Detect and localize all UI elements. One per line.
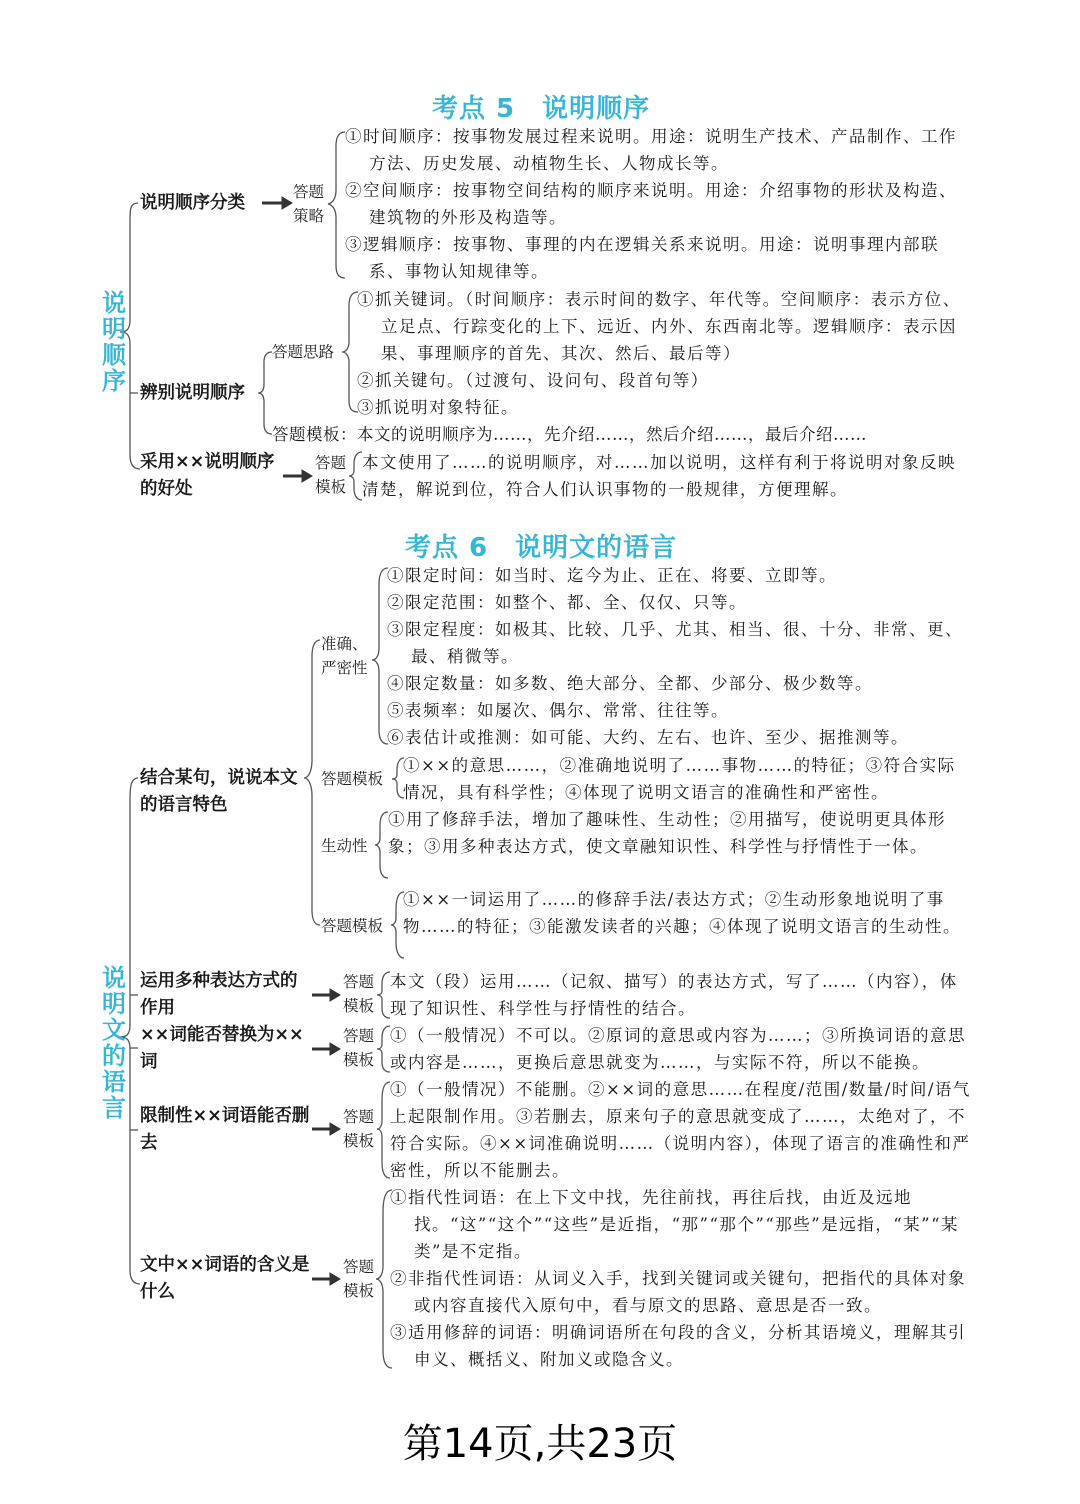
s6-b1-tag-vivid: 生动性 (321, 837, 368, 855)
s6-precise-item-3: ③限定程度：如极其、比较、几乎、尤其、相当、很、十分、非常、更、最、稍微等。 (387, 620, 963, 666)
s6-b2-text: 本文（段）运用……（记叙、描写）的表达方式，写了……（内容），体现了知识性、科学性与抒情性的结合。 (390, 972, 958, 1018)
s6-b1-tag-template1: 答题模板 (321, 770, 384, 788)
s5-b3-text: 本文使用了……的说明顺序，对……加以说明，这样有利于将说明对象反映清楚，解说到位，符合人们认识事物的一般规律，方便理解。 (362, 453, 956, 499)
s5-b1-item-3: ③逻辑顺序：按事物、事理的内在逻辑关系来说明。用途：说明事理内部联系、事物认知规律等。 (345, 235, 939, 281)
s6-b1-template1: ①××的意思……，②准确地说明了……事物……的特征；③符合实际情况，具有科学性；④体现了说明文语言的准确性和严密性。 (403, 756, 956, 802)
s5-branch-benefit: 采用××说明顺序的好处 (140, 452, 275, 499)
s6-b4-text: ①（一般情况）不能删。②××词的意思……在程度/范围/数量/时间/语气上起限制作用。③若删去，原来句子的意思就变成了……，太绝对了，不符合实际。④××词准确说明……（说明内容），体现了语言的准确性和严密性，所以不能删去。 (390, 1080, 971, 1180)
s5-b1-item-1: ①时间顺序：按事物发展过程来说明。用途：说明生产技术、产品制作、工作方法、历史发展、动植物生长、人物成长等。 (345, 127, 957, 173)
s6-precise-item-1: ①限定时间：如当时、迄今为止、正在、将要、立即等。 (387, 566, 837, 585)
s5-b2-item-3: ③抓说明对象特征。 (357, 398, 519, 417)
s6-branch-language: 结合某句，说说本文的语言特色 (140, 768, 298, 815)
s6-b5-tag: 答题模板 (343, 1258, 375, 1300)
s6-b5-item-3: ③适用修辞的词语：明确词语所在句段的含义，分析其语境义，理解其引申义、概括义、附加义或隐含义。 (390, 1323, 966, 1369)
s6-b5-item-2: ②非指代性词语：从词义入手，找到关键词或关键句，把指代的具体对象或内容直接代入原句中，看与原文的思路、意思是否一致。 (390, 1269, 966, 1315)
s5-b1-item-2: ②空间顺序：按事物空间结构的顺序来说明。用途：介绍事物的形状及构造、建筑物的外形及构造等。 (345, 181, 957, 227)
s5-branch-classify: 说明顺序分类 (140, 193, 245, 213)
s5-b2-item-2: ②抓关键句。（过渡句、设问句、段首句等） (357, 371, 709, 390)
section6-title: 考点 6 说明文的语言 (405, 533, 678, 563)
s6-branch-delete: 限制性××词语能否删去 (140, 1106, 310, 1153)
s6-branch-replace: ××词能否替换为××词 (140, 1025, 304, 1072)
s5-b1-items (345, 123, 965, 285)
s6-precise-items (387, 562, 977, 751)
section6-side-label: 说明文的语言 (102, 964, 126, 1122)
s6-branch-expression: 运用多种表达方式的作用 (140, 971, 298, 1018)
s6-b4-tag: 答题模板 (343, 1108, 375, 1150)
s5-b2-template: 答题模板：本文的说明顺序为……，先介绍……，然后介绍……，最后介绍…… (272, 425, 867, 444)
section5-title: 考点 5 说明顺序 (432, 94, 651, 124)
s5-b2-item-1: ①抓关键词。（时间顺序：表示时间的数字、年代等。空间顺序：表示方位、立足点、行踪变化的上下、远近、内外、东西南北等。逻辑顺序：表示因果、事理顺序的首先、其次、然后、最后等） (357, 290, 961, 363)
s6-branch-meaning: 文中××词语的含义是什么 (140, 1255, 310, 1302)
s6-precise-item-5: ⑤表频率：如屡次、偶尔、常常、往往等。 (387, 701, 729, 720)
s6-b1-tag-precise: 准确、严密性 (321, 635, 368, 677)
s6-b1-template2: ①××一词运用了……的修辞手法/表达方式；②生动形象地说明了事物……的特征；③能激发读者的兴趣；④体现了说明文语言的生动性。 (403, 890, 961, 936)
s6-precise-item-2: ②限定范围：如整个、都、全、仅仅、只等。 (387, 593, 747, 612)
s6-precise-item-6: ⑥表估计或推测：如可能、大约、左右、也许、至少、据推测等。 (387, 728, 909, 747)
s6-precise-item-4: ④限定数量：如多数、绝大部分、全都、少部分、极少数等。 (387, 674, 873, 693)
s6-b5-item-1: ①指代性词语：在上下文中找，先往前找，再往后找，由近及远地找。“这”“这个”“这些”是近指，“那”“那个”“那些”是远指，“某”“某类”是不定指。 (390, 1188, 960, 1261)
s6-b5-items (390, 1184, 975, 1373)
s5-b3-tag: 答题模板 (315, 454, 347, 496)
s5-b2-tag: 答题思路 (272, 343, 335, 361)
s6-b3-text: ①（一般情况）不可以。②原词的意思或内容为……；③所换词语的意思或内容是……，更换后意思就变为……，与实际不符，所以不能换。 (390, 1026, 966, 1072)
s5-b2-items (357, 286, 967, 421)
page-number: 第14页,共23页 (402, 1421, 678, 1467)
s6-b1-tag-template2: 答题模板 (321, 917, 384, 935)
section5-side-label: 说明顺序 (102, 289, 126, 395)
s6-b3-tag: 答题模板 (343, 1027, 375, 1069)
s5-branch-identify: 辨别说明顺序 (140, 383, 245, 403)
s6-b2-tag: 答题模板 (343, 973, 375, 1015)
s5-b1-tag: 答题策略 (293, 183, 325, 225)
s6-b1-vivid: ①用了修辞手法，增加了趣味性、生动性；②用描写，使说明更具体形象；③用多种表达方式，使文章融知识性、科学性与抒情性于一体。 (388, 810, 946, 856)
